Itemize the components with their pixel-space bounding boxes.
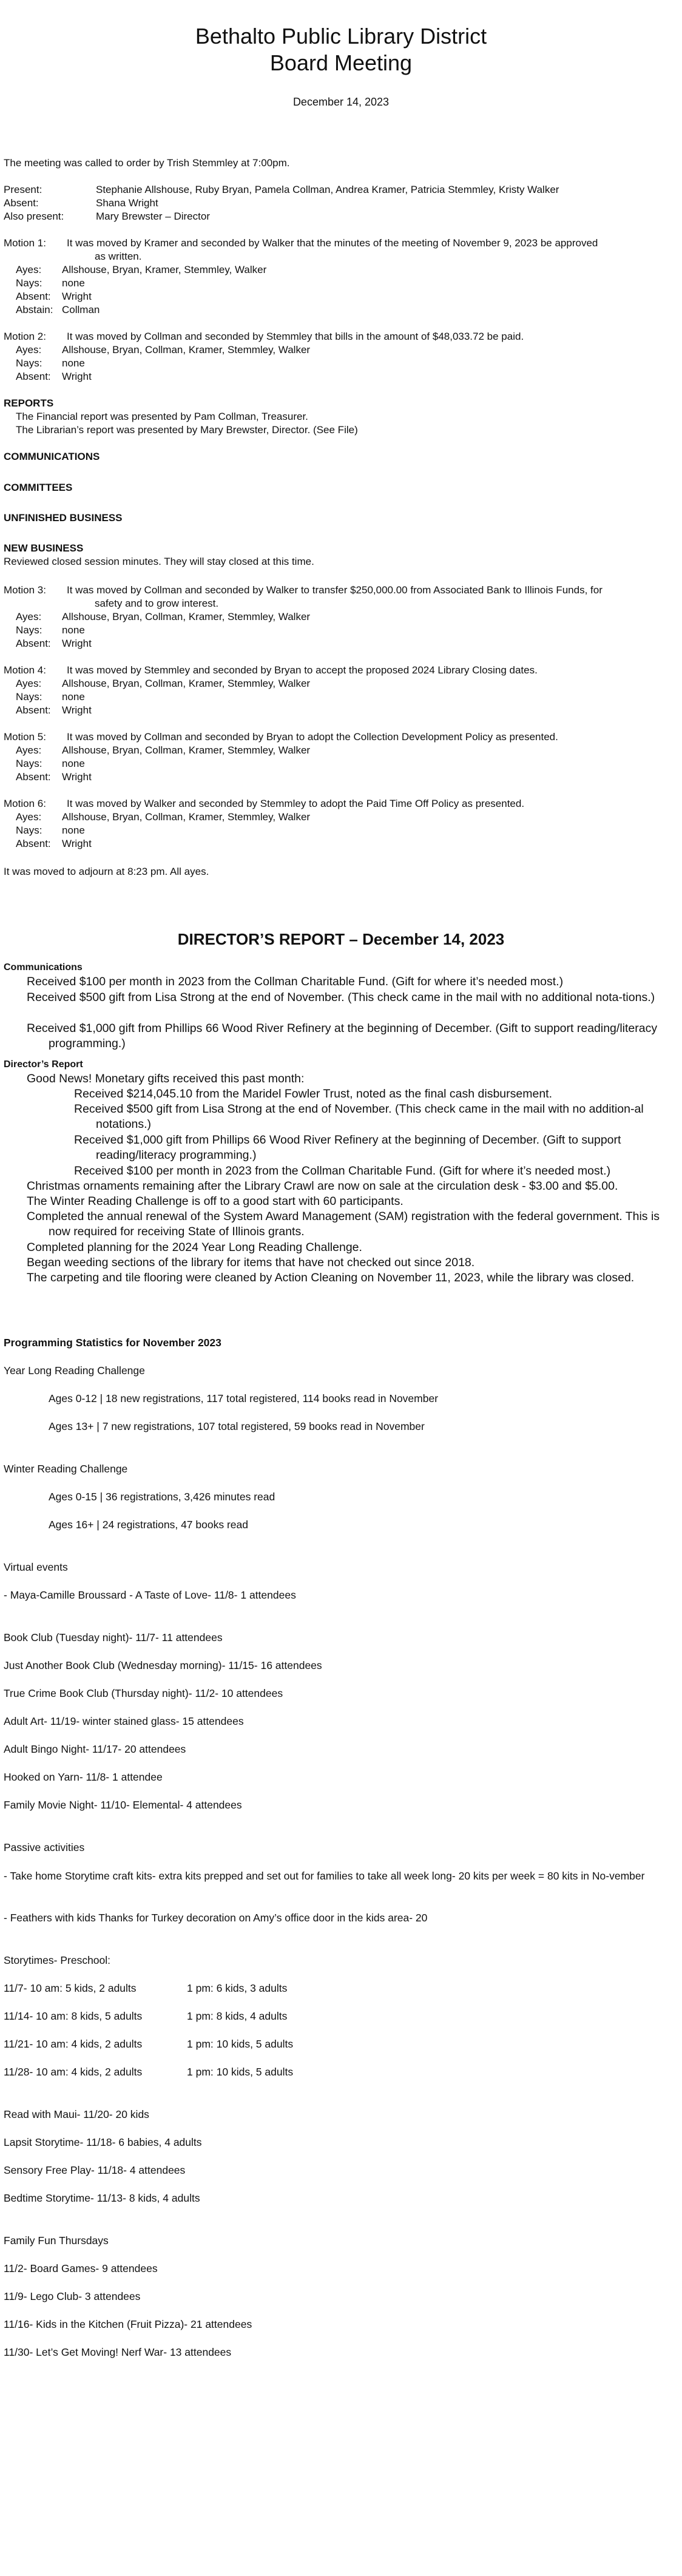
event-line: Just Another Book Club (Wednesday morning)- 11/15- 16 attendees xyxy=(4,1659,322,1671)
director-communications-heading: Communications xyxy=(4,962,83,973)
report-item: Completed the annual renewal of the System Award Management (SAM) registration with the federal government. This is now required for receiving State of Illinois grants. xyxy=(27,1210,660,1238)
motion-text: It was moved by Walker and seconded by Stemmley to adopt the Paid Time Off Policy as presented. xyxy=(67,798,525,809)
adjourn-line: It was moved to adjourn at 8:23 pm. All ayes. xyxy=(4,866,209,877)
unfinished-business-heading: UNFINISHED BUSINESS xyxy=(4,512,123,524)
meeting-date: December 14, 2023 xyxy=(292,96,390,108)
vote-value: Wright xyxy=(62,704,92,716)
kids-program-line: Sensory Free Play- 11/18- 4 attendees xyxy=(4,2164,186,2176)
storytime-pm: 1 pm: 8 kids, 4 adults xyxy=(187,2010,288,2022)
fft-line: 11/2- Board Games- 9 attendees xyxy=(4,2262,158,2274)
motion-text: It was moved by Stemmley and seconded by Bryan to accept the proposed 2024 Library Closing dates. xyxy=(67,664,538,676)
ylrc-line: Ages 0-12 | 18 new registrations, 117 total registered, 114 books read in November xyxy=(49,1392,439,1404)
roll-value: Shana Wright xyxy=(96,197,158,209)
vote-label: Abstain: xyxy=(16,304,53,315)
vote-label: Ayes: xyxy=(16,811,42,823)
report-line: The Financial report was presented by Pam Collman, Treasurer. xyxy=(16,411,308,422)
new-business-heading: NEW BUSINESS xyxy=(4,542,84,554)
storytime-pm: 1 pm: 6 kids, 3 adults xyxy=(187,1982,288,1994)
vote-value: none xyxy=(62,277,85,289)
motion-label: Motion 2: xyxy=(4,331,46,342)
wrc-heading: Winter Reading Challenge xyxy=(4,1463,128,1475)
storytime-row xyxy=(4,2009,288,2023)
fft-line: 11/30- Let’s Get Moving! Nerf War- 13 attendees xyxy=(4,2346,232,2358)
wrc-line: Ages 0-15 | 36 registrations, 3,426 minutes read xyxy=(49,1491,275,1503)
new-business-text: Reviewed closed session minutes. They will stay closed at this time. xyxy=(4,556,314,567)
event-line: Hooked on Yarn- 11/8- 1 attendee xyxy=(4,1771,163,1783)
vote-label: Nays: xyxy=(16,824,42,836)
vote-value: Allshouse, Bryan, Collman, Kramer, Stemmley, Walker xyxy=(62,611,311,622)
roll-label: Also present: xyxy=(4,211,64,222)
vote-label: Absent: xyxy=(16,838,51,849)
gift-item: Received $214,045.10 from the Maridel Fowler Trust, noted as the final cash disbursement. xyxy=(74,1087,552,1101)
passive-activity-line: - Take home Storytime craft kits- extra kits prepped and set out for families to take all week long- 20 kits per week = 80 kits in No-vember xyxy=(4,1870,645,1882)
reports-heading: REPORTS xyxy=(4,397,54,409)
vote-value: none xyxy=(62,624,85,636)
report-item: The Winter Reading Challenge is off to a good start with 60 participants. xyxy=(27,1195,403,1208)
kids-program-line: Read with Maui- 11/20- 20 kids xyxy=(4,2108,149,2120)
wrc-line: Ages 16+ | 24 registrations, 47 books read xyxy=(49,1519,248,1531)
event-line: Family Movie Night- 11/10- Elemental- 4 attendees xyxy=(4,1799,242,1811)
communication-item: Received $500 gift from Lisa Strong at the end of November. (This check came in the mail with no additional nota-tions.) xyxy=(27,991,655,1004)
motion-text-cont: as written. xyxy=(95,251,142,262)
report-item: Completed planning for the 2024 Year Long Reading Challenge. xyxy=(27,1241,362,1254)
vote-label: Absent: xyxy=(16,704,51,716)
report-item: Began weeding sections of the library for items that have not checked out since 2018. xyxy=(27,1256,475,1269)
ylrc-heading: Year Long Reading Challenge xyxy=(4,1364,145,1377)
vote-label: Nays: xyxy=(16,758,42,769)
report-item: The carpeting and tile flooring were cleaned by Action Cleaning on November 11, 2023, while the library was closed. xyxy=(27,1271,635,1284)
committees-heading: COMMITTEES xyxy=(4,482,73,493)
storytime-pm: 1 pm: 10 kids, 5 adults xyxy=(187,2038,294,2050)
ylrc-line: Ages 13+ | 7 new registrations, 107 total registered, 59 books read in November xyxy=(49,1420,425,1432)
motion-text: It was moved by Collman and seconded by Bryan to adopt the Collection Development Policy as presented. xyxy=(67,731,558,743)
passive-activity-line: - Feathers with kids Thanks for Turkey decoration on Amy’s office door in the kids area- 20 xyxy=(4,1912,428,1924)
communications-heading: COMMUNICATIONS xyxy=(4,451,100,462)
vote-value: Collman xyxy=(62,304,100,315)
roll-label: Absent: xyxy=(4,197,39,209)
vote-label: Absent: xyxy=(16,771,51,783)
vote-label: Ayes: xyxy=(16,744,42,756)
call-to-order: The meeting was called to order by Trish Stemmley at 7:00pm. xyxy=(4,157,290,169)
vote-value: none xyxy=(62,691,85,703)
directors-report-title: DIRECTOR’S REPORT – December 14, 2023 xyxy=(177,930,505,948)
event-line: Adult Art- 11/19- winter stained glass- 15 attendees xyxy=(4,1715,244,1727)
roll-value: Stephanie Allshouse, Ruby Bryan, Pamela Collman, Andrea Kramer, Patricia Stemmley, Kristy Walker xyxy=(96,184,559,195)
vote-value: Allshouse, Bryan, Collman, Kramer, Stemmley, Walker xyxy=(62,344,311,356)
kids-program-line: Lapsit Storytime- 11/18- 6 babies, 4 adults xyxy=(4,2136,202,2148)
vote-value: Wright xyxy=(62,771,92,783)
motion-text: It was moved by Collman and seconded by Stemmley that bills in the amount of $48,033.72 be paid. xyxy=(67,331,524,342)
storytime-am: 11/21- 10 am: 4 kids, 2 adults xyxy=(4,2038,143,2050)
storytime-row xyxy=(4,2065,294,2079)
gift-item: Received $100 per month in 2023 from the Collman Charitable Fund. (Gift for where it’s needed most.) xyxy=(74,1164,611,1178)
gift-item: Received $1,000 gift from Phillips 66 Wood River Refinery at the beginning of December. (Gift to support reading/literacy programming.) xyxy=(74,1133,621,1162)
storytime-row xyxy=(4,1981,288,1995)
report-item: Christmas ornaments remaining after the Library Crawl are now on sale at the circulation desk - $3.00 and $5.00. xyxy=(27,1179,618,1193)
passive-activities-heading: Passive activities xyxy=(4,1841,85,1853)
storytime-row xyxy=(4,2037,294,2051)
vote-label: Ayes: xyxy=(16,611,42,622)
motion-label: Motion 4: xyxy=(4,664,46,676)
storytime-am: 11/7- 10 am: 5 kids, 2 adults xyxy=(4,1982,137,1994)
kids-program-line: Bedtime Storytime- 11/13- 8 kids, 4 adults xyxy=(4,2192,200,2204)
vote-label: Nays: xyxy=(16,277,42,289)
directors-report-heading: Director’s Report xyxy=(4,1059,83,1070)
vote-value: none xyxy=(62,824,85,836)
storytime-pm: 1 pm: 10 kids, 5 adults xyxy=(187,2066,294,2078)
fft-line: 11/9- Lego Club- 3 attendees xyxy=(4,2290,141,2302)
document-title-line1: Bethalto Public Library District xyxy=(195,24,487,49)
document-title-line2: Board Meeting xyxy=(269,50,413,75)
vote-label: Absent: xyxy=(16,371,51,382)
event-line: Adult Bingo Night- 11/17- 20 attendees xyxy=(4,1743,186,1755)
vote-label: Absent: xyxy=(16,291,51,302)
virtual-events-heading: Virtual events xyxy=(4,1561,68,1573)
communication-item: Received $100 per month in 2023 from the Collman Charitable Fund. (Gift for where it’s needed most.) xyxy=(27,975,564,988)
vote-value: Allshouse, Bryan, Collman, Kramer, Stemmley, Walker xyxy=(62,678,311,689)
motion-label: Motion 6: xyxy=(4,798,46,809)
vote-value: Allshouse, Bryan, Collman, Kramer, Stemmley, Walker xyxy=(62,811,311,823)
motion-label: Motion 5: xyxy=(4,731,46,743)
vote-label: Ayes: xyxy=(16,264,42,275)
vote-label: Ayes: xyxy=(16,678,42,689)
vote-value: Allshouse, Bryan, Collman, Kramer, Stemmley, Walker xyxy=(62,744,311,756)
motion-text-cont: safety and to grow interest. xyxy=(95,598,219,609)
vote-value: Wright xyxy=(62,371,92,382)
event-line: True Crime Book Club (Thursday night)- 11/2- 10 attendees xyxy=(4,1687,283,1699)
vote-value: Wright xyxy=(62,291,92,302)
vote-label: Nays: xyxy=(16,357,42,369)
vote-value: Wright xyxy=(62,838,92,849)
vote-value: Wright xyxy=(62,638,92,649)
motion-text: It was moved by Collman and seconded by Walker to transfer $250,000.00 from Associated Bank to Illinois Funds, for xyxy=(67,584,603,596)
storytimes-heading: Storytimes- Preschool: xyxy=(4,1954,111,1966)
storytime-am: 11/14- 10 am: 8 kids, 5 adults xyxy=(4,2010,143,2022)
roll-label: Present: xyxy=(4,184,42,195)
motion-label: Motion 1: xyxy=(4,237,46,249)
roll-value: Mary Brewster – Director xyxy=(96,211,210,222)
report-line: The Librarian’s report was presented by Mary Brewster, Director. (See File) xyxy=(16,424,358,436)
vote-value: none xyxy=(62,758,85,769)
vote-label: Nays: xyxy=(16,691,42,703)
motion-text: It was moved by Kramer and seconded by Walker that the minutes of the meeting of November 9, 2023 be approved xyxy=(67,237,598,249)
communication-item: Received $1,000 gift from Phillips 66 Wood River Refinery at the beginning of December. (Gift to support reading/literacy programming.) xyxy=(27,1022,658,1050)
vote-label: Nays: xyxy=(16,624,42,636)
virtual-event-line: - Maya-Camille Broussard - A Taste of Love- 11/8- 1 attendees xyxy=(4,1589,296,1601)
storytime-am: 11/28- 10 am: 4 kids, 2 adults xyxy=(4,2066,143,2078)
family-fun-thursdays-heading: Family Fun Thursdays xyxy=(4,2234,109,2247)
gift-item: Received $500 gift from Lisa Strong at the end of November. (This check came in the mail with no addition-al notations.) xyxy=(74,1102,644,1131)
vote-value: none xyxy=(62,357,85,369)
vote-label: Absent: xyxy=(16,638,51,649)
vote-value: Allshouse, Bryan, Kramer, Stemmley, Walker xyxy=(62,264,267,275)
good-news-line: Good News! Monetary gifts received this past month: xyxy=(27,1072,305,1085)
programming-stats-heading: Programming Statistics for November 2023 xyxy=(4,1337,221,1349)
fft-line: 11/16- Kids in the Kitchen (Fruit Pizza)- 21 attendees xyxy=(4,2318,252,2330)
event-line: Book Club (Tuesday night)- 11/7- 11 attendees xyxy=(4,1631,223,1644)
motion-label: Motion 3: xyxy=(4,584,46,596)
vote-label: Ayes: xyxy=(16,344,42,356)
